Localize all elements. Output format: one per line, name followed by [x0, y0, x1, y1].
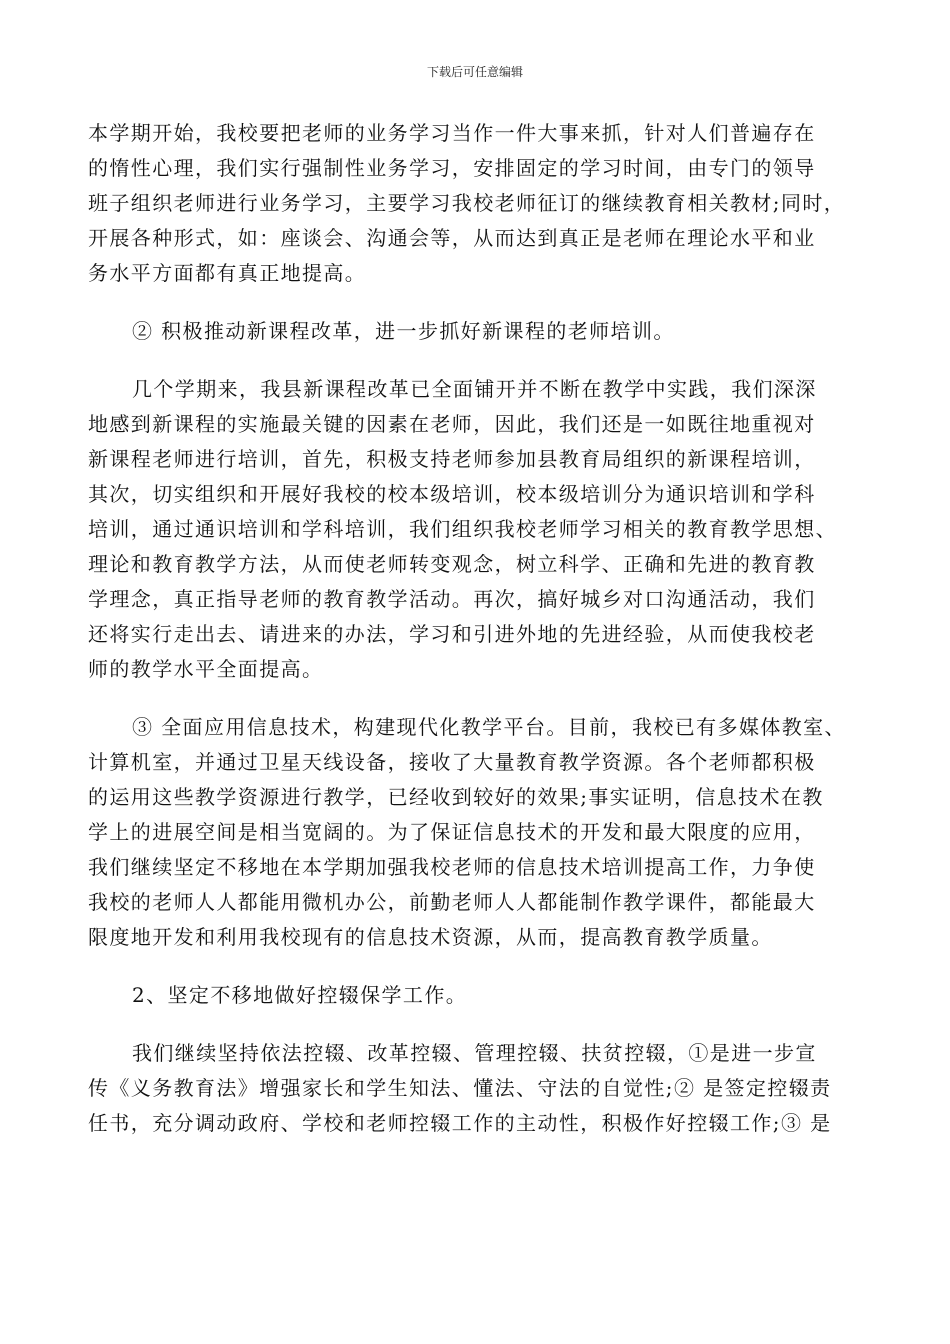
paragraph-heading-curriculum — [88, 314, 858, 349]
text-line: 限度地开发和利用我校现有的信息技术资源，从而，提高教育教学质量。 — [88, 925, 773, 949]
text-line: 任书，充分调动政府、学校和老师控辍工作的主动性，积极作好控辍工作;③ 是 — [88, 1111, 832, 1135]
text-line: 我校的老师人人都能用微机办公，前勤老师人人都能制作教学课件，都能最大 — [88, 890, 816, 914]
text-line: 务水平方面都有真正地提高。 — [88, 261, 367, 285]
text-line: 我们继续坚定不移地在本学期加强我校老师的信息技术培训提高工作，力争使 — [88, 855, 816, 879]
text-line: 新课程老师进行培训，首先，积极支持老师参加县教育局组织的新课程培训， — [88, 447, 816, 471]
paragraph-study — [88, 116, 858, 291]
text-line: 还将实行走出去、请进来的办法，学习和引进外地的先进经验，从而使我校老 — [88, 622, 816, 646]
text-line: 2、坚定不移地做好控辍保学工作。 — [132, 983, 468, 1007]
paragraph-gap — [88, 291, 858, 314]
text-line: ③ 全面应用信息技术，构建现代化教学平台。目前，我校已有多媒体教室、 — [132, 715, 846, 739]
text-line: 学理念，真正指导老师的教育教学活动。再次，搞好城乡对口沟通活动，我们 — [88, 587, 816, 611]
text-line: 师的教学水平全面提高。 — [88, 657, 324, 681]
text-line: 学上的进展空间是相当宽阔的。为了保证信息技术的开发和最大限度的应用， — [88, 820, 816, 844]
paragraph-gap — [88, 1013, 858, 1036]
text-line: 其次，切实组织和开展好我校的校本级培训，校本级培训分为通识培训和学科 — [88, 482, 816, 506]
text-line: ② 积极推动新课程改革，进一步抓好新课程的老师培训。 — [132, 319, 675, 343]
text-line: 地感到新课程的实施最关键的因素在老师，因此，我们还是一如既往地重视对 — [88, 412, 816, 436]
text-line: 本学期开始，我校要把老师的业务学习当作一件大事来抓，针对人们普遍存在 — [88, 121, 816, 145]
text-line: 理论和教育教学方法，从而使老师转变观念，树立科学、正确和先进的教育教 — [88, 552, 816, 576]
text-line: 的运用这些教学资源进行教学，已经收到较好的效果;事实证明，信息技术在教 — [88, 785, 824, 809]
text-line: 传《义务教育法》增强家长和学生知法、懂法、守法的自觉性;② 是签定控辍责 — [88, 1076, 832, 1100]
document-body — [88, 116, 858, 1141]
paragraph-gap — [88, 955, 858, 978]
paragraph-gap — [88, 349, 858, 372]
text-line: 开展各种形式，如：座谈会、沟通会等，从而达到真正是老师在理论水平和业 — [88, 226, 816, 250]
text-line: 的惰性心理，我们实行强制性业务学习，安排固定的学习时间，由专门的领导 — [88, 156, 816, 180]
page-header-note: 下载后可任意编辑 — [426, 65, 523, 79]
paragraph-dropout — [88, 1036, 858, 1141]
text-line: 几个学期来，我县新课程改革已全面铺开并不断在教学中实践，我们深深 — [132, 377, 817, 401]
paragraph-info-tech — [88, 710, 858, 955]
text-line: 计算机室，并通过卫星天线设备，接收了大量教育教学资源。各个老师都积极 — [88, 750, 816, 774]
paragraph-gap — [88, 687, 858, 710]
text-line: 班子组织老师进行业务学习，主要学习我校老师征订的继续教育相关教材;同时， — [88, 191, 846, 215]
paragraph-heading-dropout — [88, 978, 858, 1013]
paragraph-curriculum — [88, 372, 858, 687]
text-line: 培训，通过通识培训和学科培训，我们组织我校老师学习相关的教育教学思想、 — [88, 517, 837, 541]
text-line: 我们继续坚持依法控辍、改革控辍、管理控辍、扶贫控辍，①是进一步宣 — [132, 1041, 817, 1065]
